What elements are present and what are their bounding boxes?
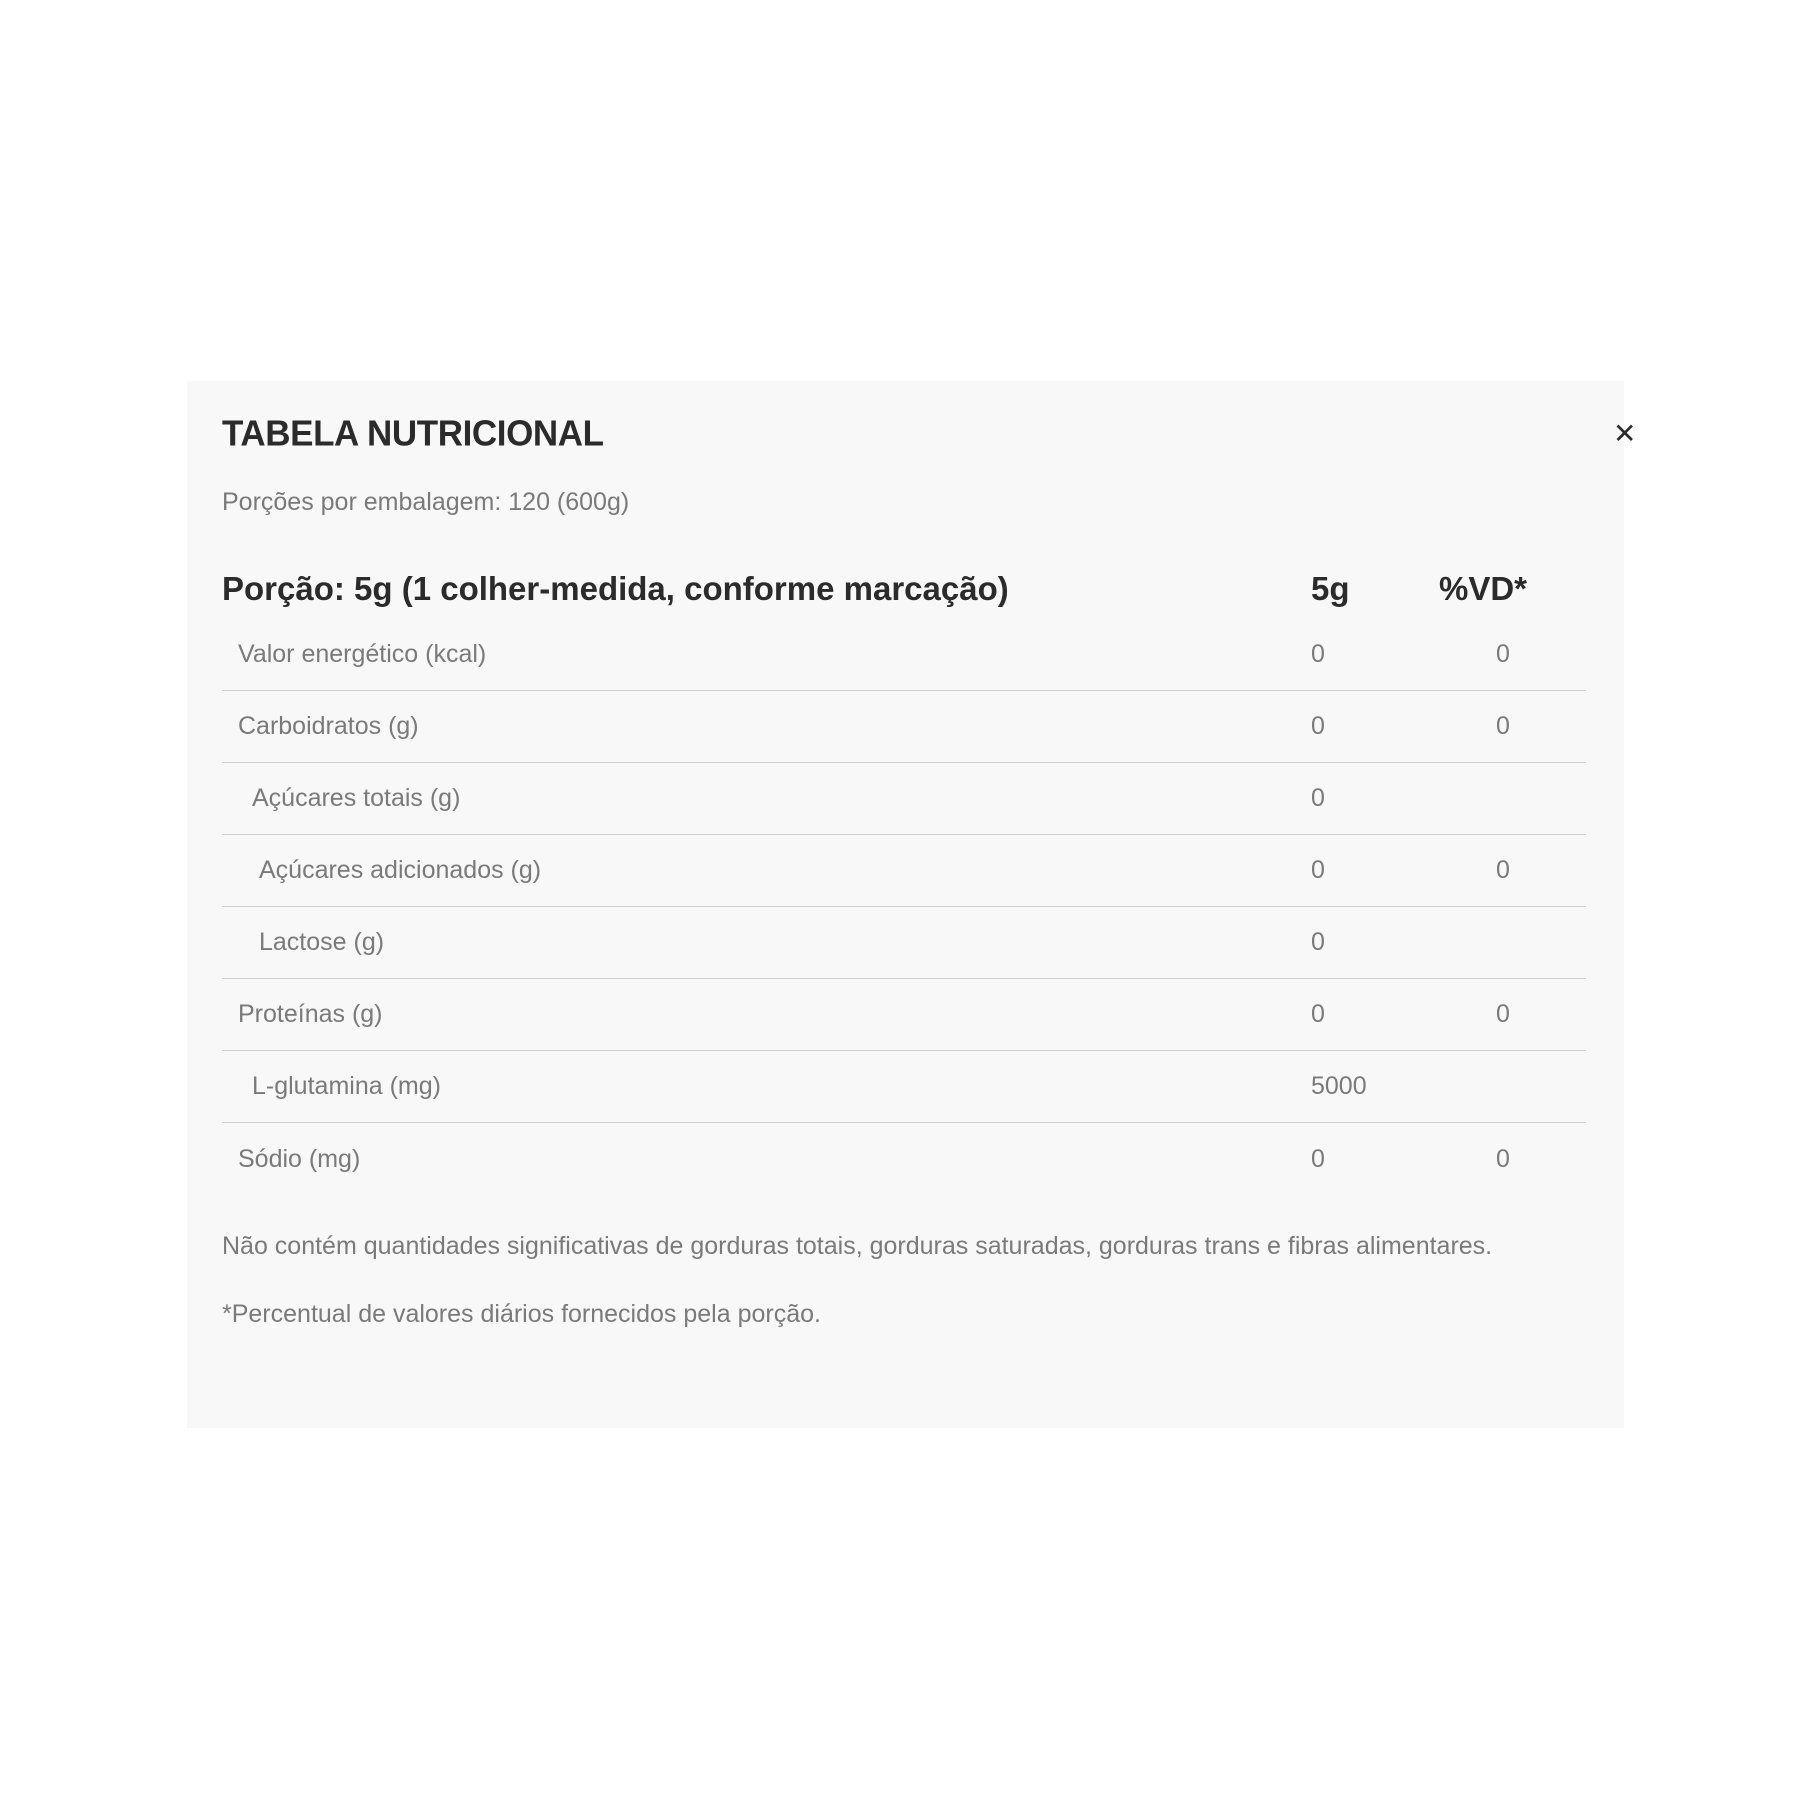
table-row bbox=[222, 1123, 1586, 1195]
table-row bbox=[222, 835, 1586, 907]
nutrition-table bbox=[222, 559, 1586, 1195]
nutrient-amount: 5000 bbox=[1311, 1072, 1367, 1100]
nutrient-daily-value: 0 bbox=[1496, 856, 1510, 884]
column-header-amount: 5g bbox=[1311, 570, 1350, 607]
nutrition-panel bbox=[187, 381, 1637, 1428]
table-row bbox=[222, 907, 1586, 979]
nutrient-amount: 0 bbox=[1311, 856, 1325, 884]
not-significant-note: Não contém quantidades significativas de gorduras totais, gorduras saturadas, gorduras trans e fibras alimentares. bbox=[222, 1232, 1493, 1260]
nutrient-daily-value: 0 bbox=[1496, 1144, 1510, 1173]
nutrient-label: L-glutamina (mg) bbox=[252, 1072, 441, 1100]
nutrient-amount: 0 bbox=[1311, 928, 1325, 956]
nutrient-amount: 0 bbox=[1311, 640, 1325, 668]
nutrient-amount: 0 bbox=[1311, 784, 1325, 812]
nutrient-label: Sódio (mg) bbox=[238, 1144, 361, 1173]
nutrient-label: Valor energético (kcal) bbox=[238, 640, 487, 668]
table-header bbox=[222, 559, 1586, 619]
nutrient-daily-value: 0 bbox=[1496, 712, 1510, 740]
nutrient-label: Proteínas (g) bbox=[238, 1000, 383, 1028]
column-header-daily-value: %VD* bbox=[1439, 570, 1528, 607]
nutrient-label: Açúcares totais (g) bbox=[252, 784, 461, 812]
table-row bbox=[222, 691, 1586, 763]
nutrient-amount: 0 bbox=[1311, 1144, 1325, 1173]
nutrient-daily-value: 0 bbox=[1496, 640, 1510, 668]
table-row bbox=[222, 979, 1586, 1051]
nutrient-amount: 0 bbox=[1311, 712, 1325, 740]
panel-title: TABELA NUTRICIONAL bbox=[222, 414, 604, 454]
table-row bbox=[222, 763, 1586, 835]
nutrition-notes bbox=[222, 1229, 1502, 1332]
nutrient-amount: 0 bbox=[1311, 1000, 1325, 1028]
nutrient-label: Carboidratos (g) bbox=[238, 712, 419, 740]
table-row bbox=[222, 1051, 1586, 1123]
servings-per-package: Porções por embalagem: 120 (600g) bbox=[222, 488, 630, 516]
nutrient-daily-value: 0 bbox=[1496, 1000, 1510, 1028]
serving-size-label: Porção: 5g (1 colher-medida, conforme marcação) bbox=[222, 570, 1009, 607]
daily-values-note: *Percentual de valores diários fornecidos pela porção. bbox=[222, 1300, 821, 1328]
close-icon[interactable]: ✕ bbox=[1613, 418, 1637, 449]
table-row bbox=[222, 619, 1586, 691]
nutrient-label: Lactose (g) bbox=[259, 928, 385, 956]
nutrient-label: Açúcares adicionados (g) bbox=[259, 856, 542, 884]
